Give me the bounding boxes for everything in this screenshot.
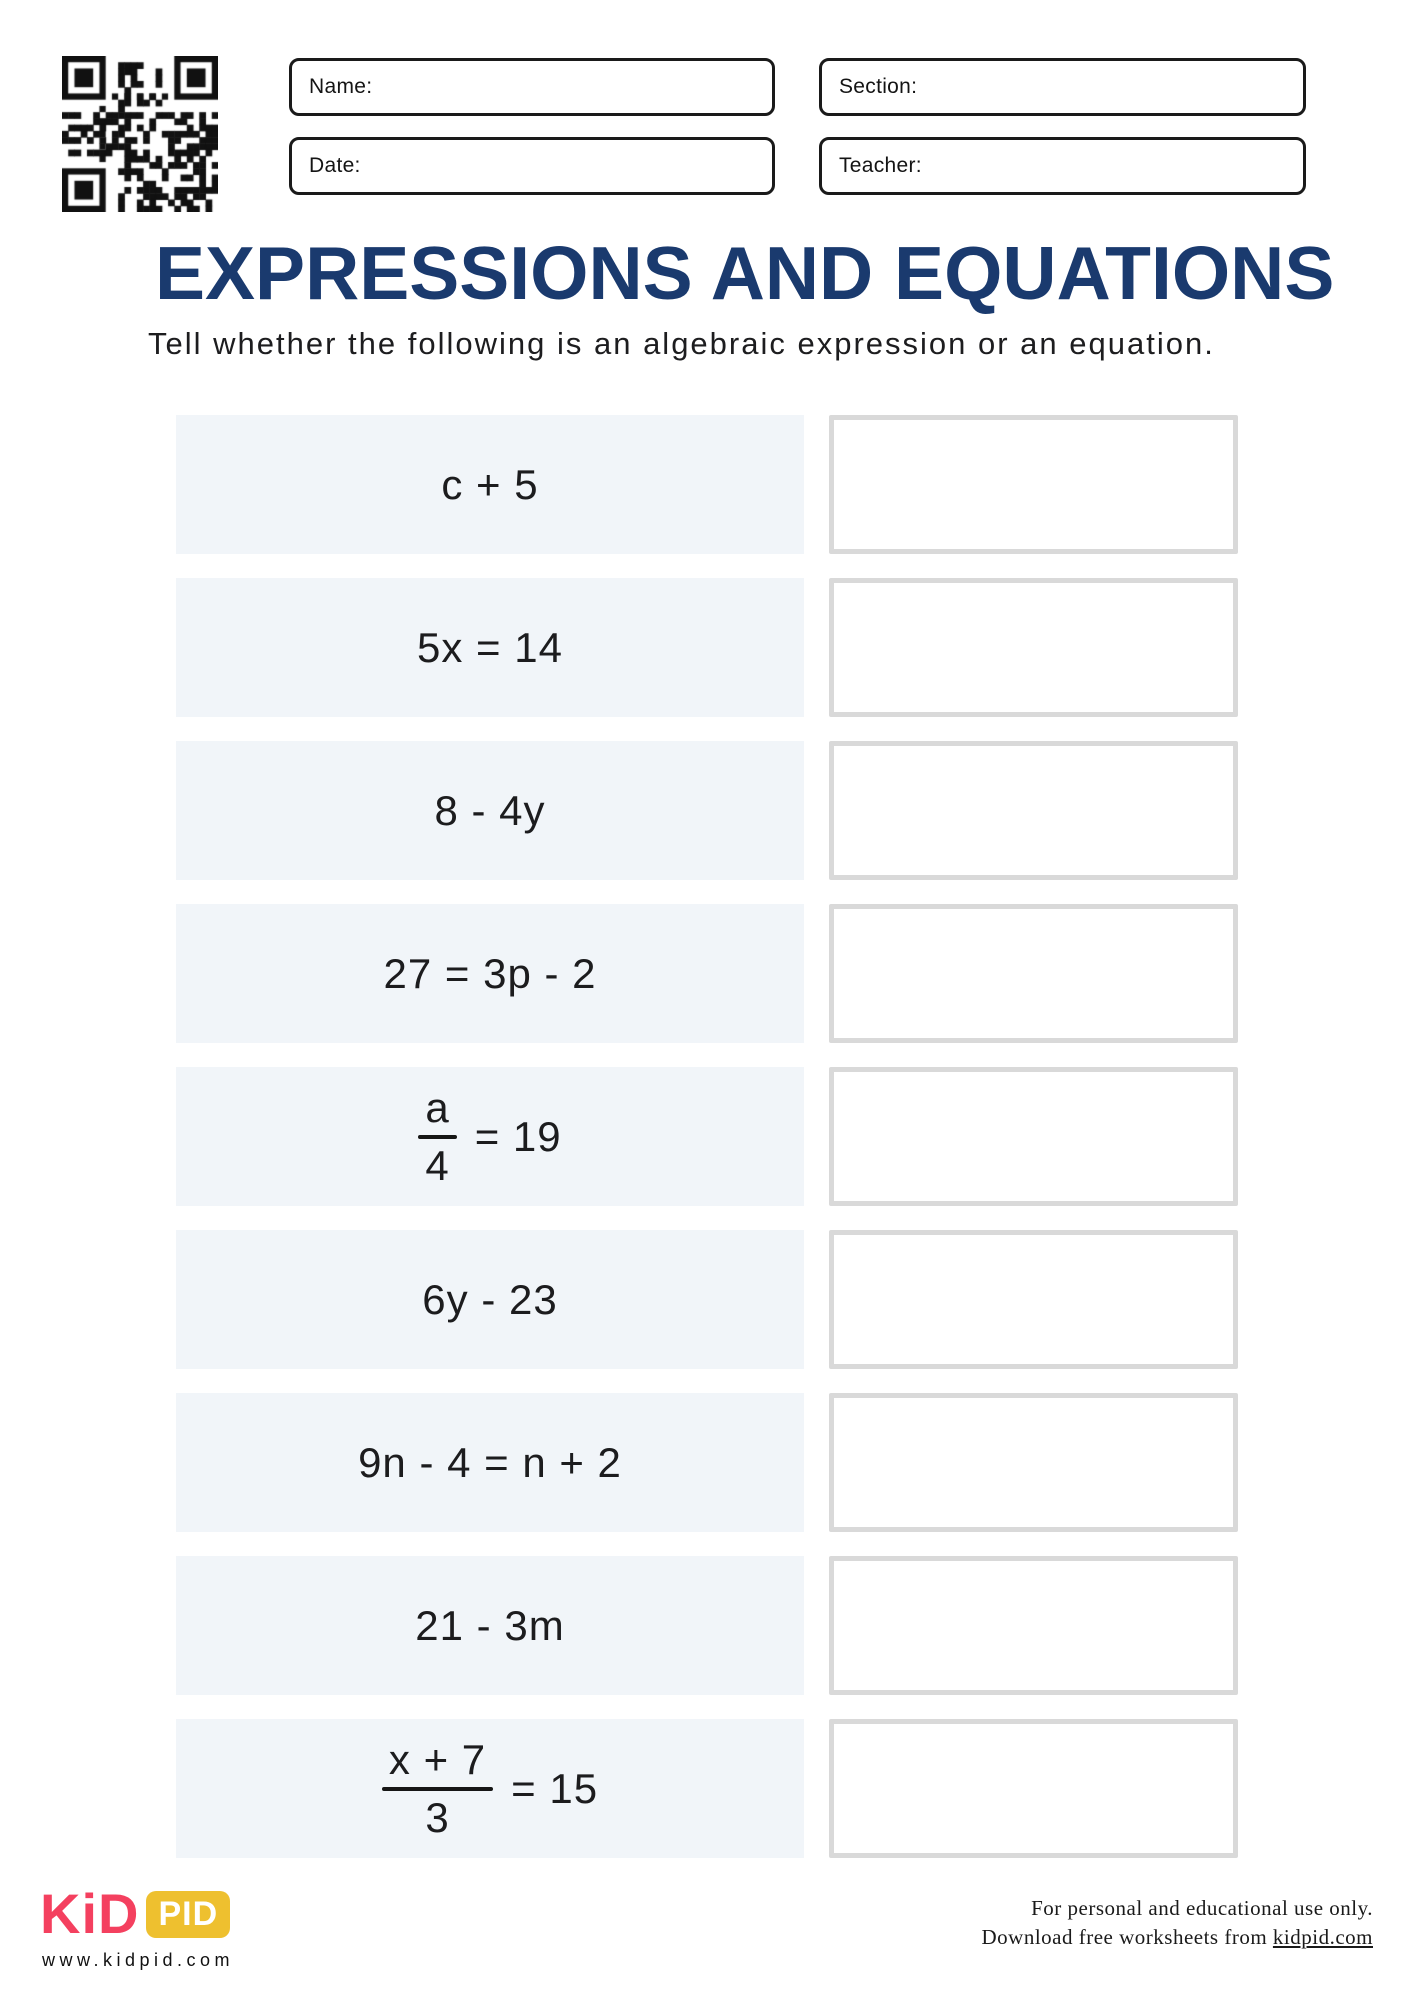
- expression-box: [176, 1393, 804, 1532]
- usage-line2-text: Download free worksheets from: [981, 1924, 1273, 1949]
- worksheet-row: [0, 1719, 1414, 1858]
- usage-line2: [982, 1923, 1374, 1952]
- expression-box: [176, 1067, 804, 1206]
- instruction-text: Tell whether the following is an algebraic expression or an equation.: [148, 326, 1215, 361]
- expression-rhs: = 15: [511, 1764, 599, 1812]
- answer-box[interactable]: [829, 741, 1238, 880]
- answer-box[interactable]: [829, 1556, 1238, 1695]
- expression-box: [176, 1719, 804, 1858]
- date-label: Date:: [309, 154, 361, 177]
- section-label: Section:: [839, 75, 918, 98]
- worksheet-row: [0, 741, 1414, 880]
- answer-box[interactable]: [829, 904, 1238, 1043]
- worksheet-row: [0, 1067, 1414, 1206]
- expression-box: [176, 415, 804, 554]
- fraction: [382, 1735, 493, 1841]
- name-label: Name:: [309, 75, 373, 98]
- fraction-denominator: 3: [425, 1793, 450, 1841]
- expression-text: 27 = 3p - 2: [383, 949, 597, 997]
- teacher-label: Teacher:: [839, 154, 922, 177]
- page-title: EXPRESSIONS AND EQUATIONS: [155, 231, 1335, 315]
- expression-text: 21 - 3m: [415, 1601, 565, 1649]
- expression-text: c + 5: [441, 460, 539, 508]
- website-url: www.kidpid.com: [42, 1950, 235, 1970]
- worksheet-row: [0, 1393, 1414, 1532]
- answer-box[interactable]: [829, 1393, 1238, 1532]
- worksheet-row: [0, 578, 1414, 717]
- expression-box: [176, 1230, 804, 1369]
- answer-box[interactable]: [829, 578, 1238, 717]
- fraction-denominator: 4: [425, 1141, 450, 1189]
- kidpid-logo: [40, 1882, 230, 1945]
- answer-box[interactable]: [829, 415, 1238, 554]
- fraction: [418, 1083, 456, 1189]
- answer-box[interactable]: [829, 1067, 1238, 1206]
- expression-box: [176, 1556, 804, 1695]
- worksheet-row: [0, 904, 1414, 1043]
- expression-box: [176, 741, 804, 880]
- usage-note: [982, 1894, 1374, 1952]
- expression-box: [176, 904, 804, 1043]
- expression-text: 8 - 4y: [434, 786, 546, 834]
- expression-rhs: = 19: [474, 1112, 562, 1160]
- expression-text: 5x = 14: [417, 623, 563, 671]
- worksheet-row: [0, 1230, 1414, 1369]
- usage-line1: For personal and educational use only.: [1031, 1896, 1373, 1920]
- logo-pid-badge: PID: [146, 1891, 230, 1938]
- fraction-numerator: a: [425, 1083, 450, 1131]
- logo-kid-text: KiD: [40, 1882, 140, 1945]
- expression-box: [176, 578, 804, 717]
- kidpid-link[interactable]: kidpid.com: [1272, 1924, 1373, 1949]
- expression-text: 9n - 4 = n + 2: [358, 1438, 622, 1486]
- answer-box[interactable]: [829, 1230, 1238, 1369]
- worksheet-row: [0, 1556, 1414, 1695]
- answer-box[interactable]: [829, 1719, 1238, 1858]
- expression-text: 6y - 23: [422, 1275, 558, 1323]
- fraction-numerator: x + 7: [388, 1735, 487, 1783]
- worksheet-row: [0, 415, 1414, 554]
